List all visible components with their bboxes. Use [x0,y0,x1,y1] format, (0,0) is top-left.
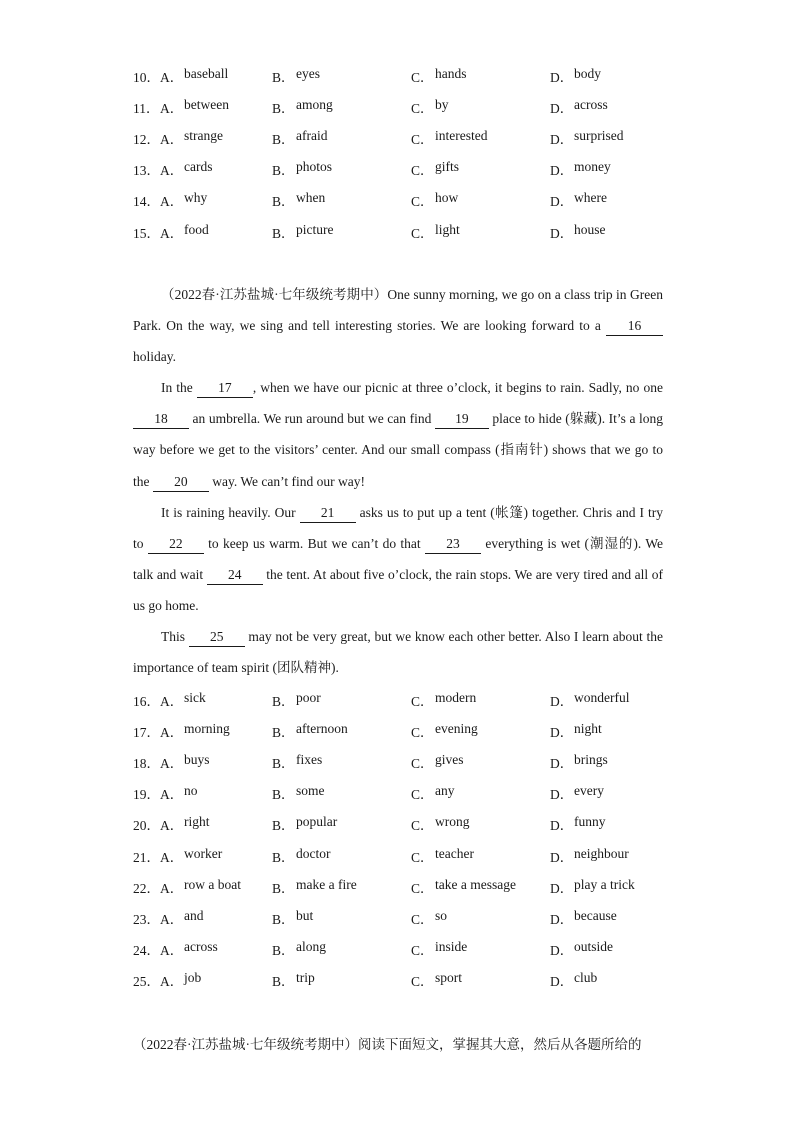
option-text: but [296,907,314,923]
option-letter: C． [411,225,434,241]
next-section-heading: （2022春·江苏盐城·七年级统考期中）阅读下面短文，掌握其大意，然后从各题所给的 [133,1037,642,1052]
option-letter: B． [272,755,295,771]
option-text: by [435,96,449,112]
option-text: when [296,190,326,206]
option-letter: C． [411,755,434,771]
option-letter: B． [272,880,295,896]
question-number: 24． [133,943,160,959]
option-letter: A． [160,69,184,85]
blank-22: 22 [148,535,204,554]
question-row [133,216,673,247]
option-letter: C． [411,911,434,927]
option-b [272,752,411,772]
option-text: fixes [296,751,323,767]
option-text: popular [296,814,338,830]
option-d [550,66,670,86]
option-letter: A． [160,943,184,959]
option-letter: C． [411,974,434,990]
option-text: morning [184,720,230,736]
option-text: afternoon [296,720,348,736]
option-letter: D． [550,755,574,771]
option-letter: A． [160,163,184,179]
question-number: 18． [133,755,160,771]
option-letter: C． [411,100,434,116]
option-b [272,877,411,897]
option-letter: D． [550,787,574,803]
question-row [133,154,673,185]
option-letter: A． [160,194,184,210]
option-c [411,190,550,210]
option-letter: B． [272,100,295,116]
blank-18: 18 [133,410,189,429]
option-text: photos [296,159,333,175]
option-letter: B． [272,849,295,865]
option-text: baseball [184,65,229,81]
option-text: cards [184,159,213,175]
option-a [160,222,272,242]
passage-text: the tent. At about five o’clock, the rain stops. We are very tired and all of us go home. [133,566,663,613]
option-letter: C． [411,943,434,959]
question-number: 17． [133,724,160,740]
option-letter: C． [411,131,434,147]
option-letter: D． [550,194,574,210]
option-letter: D． [550,818,574,834]
passage-text: holiday. [133,349,176,365]
option-b [272,908,411,928]
option-d [550,908,670,928]
option-d [550,846,670,866]
option-c [411,783,550,803]
option-b [272,66,411,86]
question-row [133,746,673,777]
option-text: play a trick [574,876,635,892]
option-letter: B． [272,163,295,179]
option-text: between [184,96,229,112]
option-text: any [435,783,455,799]
option-text: every [574,783,604,799]
option-c [411,128,550,148]
option-text: eyes [296,65,320,81]
option-letter: D． [550,974,574,990]
option-letter: C． [411,787,434,803]
option-letter: D． [550,880,574,896]
question-row [133,934,673,965]
option-a [160,159,272,179]
blank-21: 21 [300,504,356,523]
option-text: teacher [435,845,474,861]
option-a [160,877,272,897]
cloze-passage [133,279,663,683]
option-text: evening [435,720,478,736]
question-row [133,965,673,996]
question-row [133,91,673,122]
option-letter: A． [160,974,184,990]
options-block-top [133,60,673,247]
option-letter: D． [550,69,574,85]
option-text: brings [574,751,608,767]
option-text: night [574,720,602,736]
passage-paragraph-1 [133,279,663,372]
option-letter: B． [272,693,295,709]
option-text: take a message [435,876,516,892]
option-d [550,970,670,990]
option-a [160,690,272,710]
passage-text: everything is wet (潮湿的). We talk and wait [133,535,663,582]
option-d [550,814,670,834]
option-text: sick [184,689,206,705]
option-text: job [184,970,202,986]
option-letter: A． [160,100,184,116]
passage-text: It is raining heavily. Our [161,504,300,520]
option-c [411,877,550,897]
option-c [411,222,550,242]
option-letter: A． [160,724,184,740]
option-letter: D． [550,163,574,179]
option-text: some [296,783,325,799]
option-text: why [184,190,208,206]
option-letter: C． [411,724,434,740]
option-letter: D． [550,225,574,241]
option-letter: C． [411,693,434,709]
option-text: trip [296,970,315,986]
option-d [550,190,670,210]
option-text: club [574,970,598,986]
option-letter: D． [550,911,574,927]
passage-text: an umbrella. We run around but we can find [189,411,435,427]
option-text: outside [574,939,613,955]
option-text: neighbour [574,845,629,861]
option-text: and [184,907,204,923]
blank-16: 16 [606,317,663,336]
option-text: inside [435,939,468,955]
option-letter: A． [160,911,184,927]
option-text: right [184,814,210,830]
option-c [411,721,550,741]
passage-text: , when we have our picnic at three o’clock, it begins to rain. Sadly, no one [252,380,663,396]
option-text: across [574,96,608,112]
option-text: across [184,939,218,955]
question-number: 21． [133,849,160,865]
blank-19: 19 [435,410,489,429]
option-letter: D． [550,693,574,709]
option-letter: A． [160,225,184,241]
question-number: 23． [133,911,160,927]
question-row [133,684,673,715]
question-number: 25． [133,974,160,990]
question-number: 10． [133,69,160,85]
passage-paragraph-3 [133,497,663,621]
option-a [160,190,272,210]
option-letter: C． [411,163,434,179]
passage-text: way. We can’t find our way! [208,473,365,489]
option-text: sport [435,970,462,986]
option-text: poor [296,689,321,705]
option-letter: B． [272,194,295,210]
option-text: worker [184,845,223,861]
option-b [272,846,411,866]
option-text: house [574,221,606,237]
option-b [272,190,411,210]
option-c [411,939,550,959]
option-b [272,159,411,179]
option-d [550,783,670,803]
option-text: hands [435,65,467,81]
option-text: picture [296,221,334,237]
passage-text: In the [161,380,197,396]
option-a [160,908,272,928]
question-row [133,809,673,840]
option-letter: D． [550,943,574,959]
question-row [133,60,673,91]
option-a [160,846,272,866]
blank-24: 24 [207,566,263,585]
option-b [272,783,411,803]
question-number: 11． [133,100,160,116]
question-number: 20． [133,818,160,834]
option-letter: B． [272,974,295,990]
option-text: gifts [435,159,460,175]
option-b [272,814,411,834]
option-text: light [435,221,460,237]
option-letter: D． [550,131,574,147]
option-b [272,939,411,959]
option-text: because [574,907,617,923]
blank-23: 23 [425,535,481,554]
option-a [160,97,272,117]
option-text: how [435,190,459,206]
option-b [272,970,411,990]
option-b [272,690,411,710]
option-d [550,721,670,741]
option-letter: A． [160,693,184,709]
option-letter: C． [411,69,434,85]
passage-text: may not be very great, but we know each other better. Also I learn about the importance of team spirit (团队精神). [133,629,663,676]
option-b [272,721,411,741]
option-text: among [296,96,333,112]
option-d [550,97,670,117]
question-number: 19． [133,787,160,803]
option-letter: B． [272,724,295,740]
question-row [133,840,673,871]
option-text: money [574,159,611,175]
option-text: food [184,221,209,237]
option-letter: A． [160,849,184,865]
option-letter: D． [550,100,574,116]
option-c [411,970,550,990]
option-letter: B． [272,69,295,85]
option-c [411,159,550,179]
option-letter: B． [272,911,295,927]
option-text: make a fire [296,876,357,892]
option-text: wonderful [574,689,630,705]
option-letter: A． [160,787,184,803]
option-d [550,159,670,179]
option-d [550,222,670,242]
question-row [133,778,673,809]
option-letter: B． [272,131,295,147]
option-a [160,970,272,990]
question-number: 15． [133,225,160,241]
passage-text: place to hide (躲藏). It’s a long way before we get to the visitors’ center. And our small compass (指南针) shows that we go to the [133,411,663,489]
blank-25: 25 [189,628,245,647]
option-a [160,721,272,741]
option-text: strange [184,127,223,143]
question-row [133,715,673,746]
option-d [550,128,670,148]
blank-20: 20 [153,473,209,492]
option-letter: C． [411,849,434,865]
option-text: surprised [574,127,624,143]
option-d [550,752,670,772]
question-number: 12． [133,131,160,147]
passage-text: （2022春·江苏盐城·七年级统考期中）One sunny morning, we go on a class trip in Green Park. On the way, we sing and tell interesting stories. We are looking forward to a [133,287,663,334]
question-row [133,185,673,216]
option-b [272,97,411,117]
option-text: where [574,190,607,206]
option-letter: D． [550,724,574,740]
question-number: 14． [133,194,160,210]
option-c [411,66,550,86]
option-text: gives [435,751,464,767]
question-number: 13． [133,163,160,179]
passage-text: asks us to put up a tent (帐篷) together. Chris and I try to [133,504,663,551]
question-row [133,871,673,902]
option-letter: B． [272,225,295,241]
option-text: funny [574,814,606,830]
option-letter: A． [160,880,184,896]
option-text: wrong [435,814,470,830]
option-a [160,66,272,86]
passage-paragraph-2 [133,372,663,496]
option-letter: A． [160,755,184,771]
passage-text: This [161,629,189,645]
option-c [411,752,550,772]
option-text: so [435,907,448,923]
option-a [160,939,272,959]
option-b [272,222,411,242]
option-c [411,846,550,866]
question-row [133,902,673,933]
option-text: interested [435,127,488,143]
passage-paragraph-4 [133,621,663,683]
option-text: body [574,65,601,81]
question-row [133,122,673,153]
option-a [160,752,272,772]
option-a [160,814,272,834]
option-d [550,877,670,897]
options-block-bottom [133,684,673,996]
option-letter: B． [272,818,295,834]
option-text: doctor [296,845,331,861]
option-a [160,128,272,148]
option-d [550,690,670,710]
option-c [411,690,550,710]
question-number: 22． [133,880,160,896]
option-letter: B． [272,943,295,959]
option-d [550,939,670,959]
passage-text: to keep us warm. But we can’t do that [203,535,425,551]
option-letter: C． [411,818,434,834]
option-letter: A． [160,818,184,834]
option-text: along [296,939,326,955]
option-b [272,128,411,148]
option-letter: A． [160,131,184,147]
option-letter: C． [411,194,434,210]
option-text: no [184,783,198,799]
option-text: row a boat [184,876,241,892]
option-c [411,814,550,834]
option-text: modern [435,689,477,705]
option-text: afraid [296,127,328,143]
question-number: 16． [133,693,160,709]
option-a [160,783,272,803]
option-letter: C． [411,880,434,896]
option-c [411,908,550,928]
option-text: buys [184,751,210,767]
option-c [411,97,550,117]
option-letter: B． [272,787,295,803]
blank-17: 17 [197,379,253,398]
option-letter: D． [550,849,574,865]
